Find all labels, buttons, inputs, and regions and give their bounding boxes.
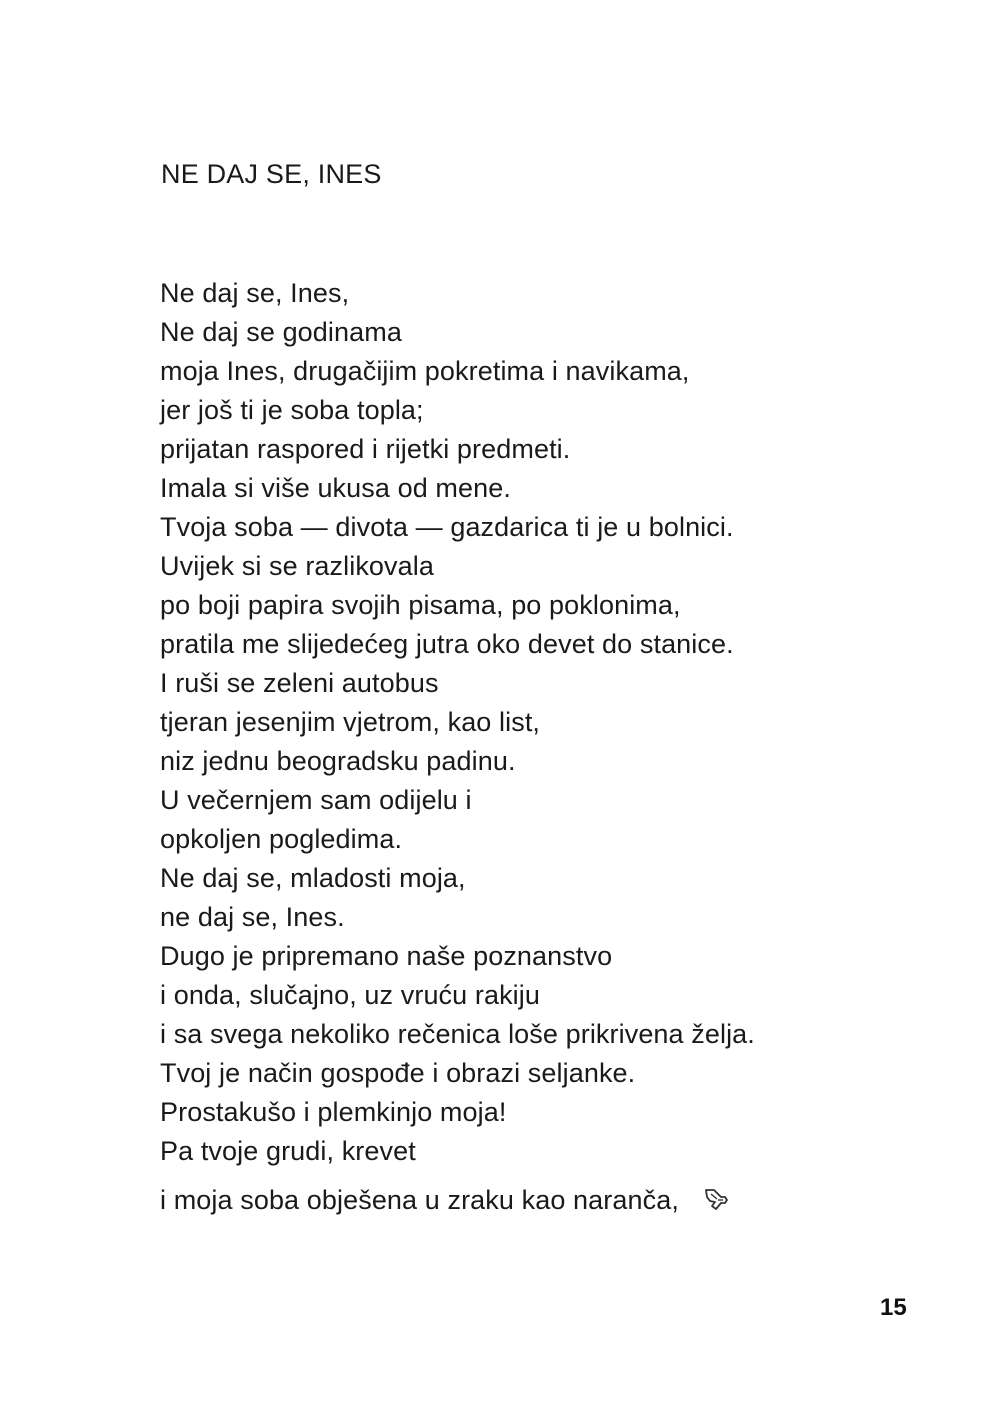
poem-line: I ruši se zeleni autobus [160, 668, 439, 698]
poem-title: NE DAJ SE, INES [161, 159, 382, 189]
poem-line: opkoljen pogledima. [160, 824, 403, 854]
poem-line: Imala si više ukusa od mene. [160, 473, 511, 503]
page-number: 15 [880, 1294, 907, 1321]
poem-line: po boji papira svojih pisama, po poklonima, [160, 590, 681, 620]
poem-line: prijatan raspored i rijetki predmeti. [160, 434, 571, 464]
poem-line: pratila me slijedećeg jutra oko devet do stanice. [160, 629, 734, 659]
page-turn-hand-icon [703, 1187, 729, 1213]
poem-line: niz jednu beogradsku padinu. [160, 746, 516, 776]
poem-line-text: i moja soba obješena u zraku kao naranča, [160, 1185, 679, 1215]
poem-line: Tvoja soba — divota — gazdarica ti je u bolnici. [160, 512, 734, 542]
poem-line: Tvoj je način gospođe i obrazi seljanke. [160, 1058, 636, 1088]
poem-line: Dugo je pripremano naše poznanstvo [160, 941, 613, 971]
poem-line: Ne daj se godinama [160, 317, 402, 347]
poem-line: U večernjem sam odijelu i [160, 785, 472, 815]
poem-line: Prostakušo i plemkinjo moja! [160, 1097, 507, 1127]
poem-line: Uvijek si se razlikovala [160, 551, 434, 581]
poem-line: Ne daj se, mladosti moja, [160, 863, 466, 893]
poem-line: i sa svega nekoliko rečenica loše prikrivena želja. [160, 1019, 755, 1049]
poem-line: Ne daj se, Ines, [160, 278, 350, 308]
poem-body [160, 274, 755, 1220]
poem-line: tjeran jesenjim vjetrom, kao list, [160, 707, 541, 737]
poem-line: Pa tvoje grudi, krevet [160, 1136, 416, 1166]
poem-line-last [160, 1181, 755, 1220]
poem-line: i onda, slučajno, uz vruću rakiju [160, 980, 540, 1010]
poem-line: ne daj se, Ines. [160, 902, 345, 932]
poem-line: moja Ines, drugačijim pokretima i navikama, [160, 356, 690, 386]
poem-line: jer još ti je soba topla; [160, 395, 424, 425]
